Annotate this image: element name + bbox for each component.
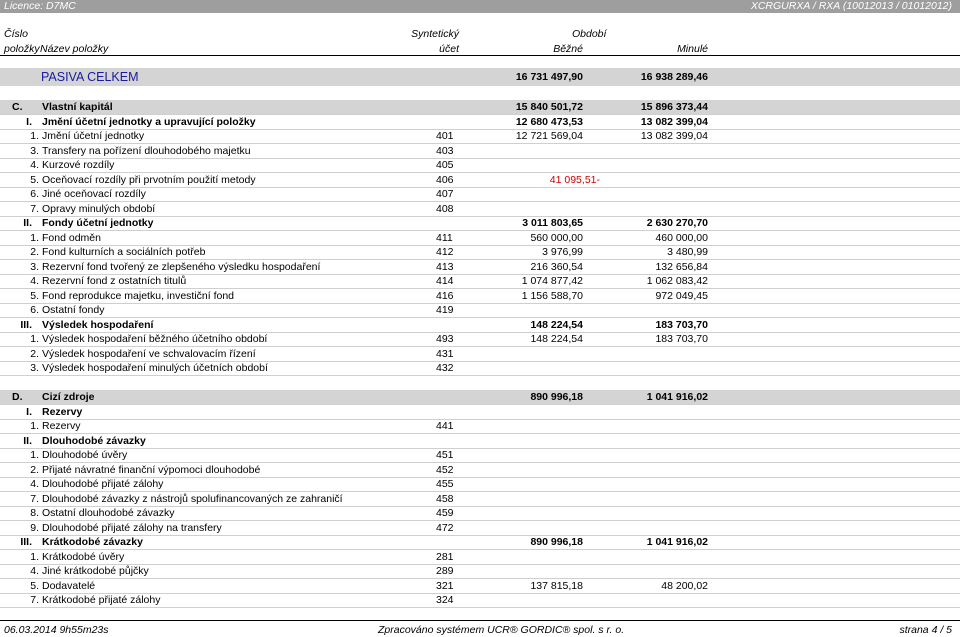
col-synthetic-header-1: Syntetický	[411, 28, 459, 40]
col-number-header-2: položky	[4, 43, 40, 55]
table-row	[0, 361, 960, 376]
row-label: Cizí zdroje	[42, 391, 95, 403]
row-current-value: 15 840 501,72	[515, 101, 583, 113]
table-row	[0, 129, 960, 144]
row-label: Rezervy	[42, 406, 83, 418]
row-account: 432	[436, 362, 454, 374]
row-current-value: 216 360,54	[530, 261, 583, 273]
row-current-value: 890 996,18	[530, 536, 583, 548]
table-row	[0, 419, 960, 434]
table-row	[0, 332, 960, 347]
row-account: 414	[436, 275, 454, 287]
row-label: Ostatní dlouhodobé závazky	[42, 507, 175, 519]
total-previous: 16 938 289,46	[640, 71, 708, 83]
row-number: 4.	[30, 565, 39, 577]
row-number: D.	[12, 391, 23, 403]
row-label: Jmění účetní jednotky	[42, 130, 145, 142]
row-number: 7.	[30, 203, 39, 215]
col-synthetic-header-2: účet	[439, 43, 459, 55]
row-label: Krátkodobé úvěry	[42, 551, 125, 563]
row-label: Jmění účetní jednotky a upravující položky	[42, 116, 256, 128]
table-row	[0, 260, 960, 275]
row-label: Rezervní fond z ostatních titulů	[42, 275, 187, 287]
row-number: 8.	[30, 507, 39, 519]
row-number: III.	[20, 319, 32, 331]
row-label: Dlouhodobé závazky z nástrojů spolufinancovaných ze zahraničí	[42, 493, 343, 505]
row-number: 2.	[30, 348, 39, 360]
row-account: 455	[436, 478, 454, 490]
row-current-value: 12 680 473,53	[515, 116, 583, 128]
table-row	[0, 202, 960, 217]
row-account: 408	[436, 203, 454, 215]
row-number: 9.	[30, 522, 39, 534]
row-account: 493	[436, 333, 454, 345]
row-label: Fond reprodukce majetku, investiční fond	[42, 290, 235, 302]
row-number: III.	[20, 536, 32, 548]
footer-processed: Zpracováno systémem UCR® GORDIC® spol. s r. o.	[378, 624, 625, 636]
row-number: 7.	[30, 493, 39, 505]
row-account: 411	[436, 232, 453, 244]
row-account: 412	[436, 246, 454, 258]
row-account: 472	[436, 522, 454, 534]
row-number: II.	[23, 435, 32, 447]
table-row	[0, 535, 960, 550]
table-row	[0, 405, 960, 420]
row-label: Výsledek hospodaření ve schvalovacím řízení	[42, 348, 256, 360]
row-label: Dlouhodobé závazky	[42, 435, 146, 447]
row-current-value: 890 996,18	[530, 391, 583, 403]
row-label: Rezervy	[42, 420, 81, 432]
row-label: Transfery na pořízení dlouhodobého majetku	[42, 145, 251, 157]
row-number: 5.	[30, 174, 39, 186]
row-number: 3.	[30, 261, 39, 273]
row-number: 1.	[30, 420, 39, 432]
row-account: 431	[436, 348, 454, 360]
row-label: Oceňovací rozdíly při prvotním použití metody	[42, 174, 256, 186]
row-label: Výsledek hospodaření	[42, 319, 154, 331]
table-row	[0, 477, 960, 492]
table-row	[0, 289, 960, 304]
row-separator	[0, 375, 960, 376]
row-label: Fond kulturních a sociálních potřeb	[42, 246, 206, 258]
table-row	[0, 492, 960, 507]
table-row	[0, 144, 960, 159]
table-row	[0, 579, 960, 594]
table-row	[0, 216, 960, 231]
row-previous-value: 972 049,45	[655, 290, 708, 302]
row-current-value: 148 224,54	[530, 333, 583, 345]
row-previous-value: 13 082 399,04	[640, 130, 708, 142]
row-number: 1.	[30, 333, 39, 345]
row-label: Fondy účetní jednotky	[42, 217, 154, 229]
row-account: 321	[436, 580, 454, 592]
table-row	[0, 550, 960, 565]
table-row	[0, 347, 960, 362]
row-number: 1.	[30, 449, 39, 461]
row-label: Opravy minulých období	[42, 203, 156, 215]
row-account: 403	[436, 145, 454, 157]
table-row	[0, 463, 960, 478]
table-row	[0, 158, 960, 173]
row-number: 2.	[30, 464, 39, 476]
footer-divider	[0, 620, 960, 621]
row-account: 289	[436, 565, 454, 577]
total-label: PASIVA CELKEM	[41, 70, 139, 84]
row-current-value: 1 156 588,70	[521, 290, 583, 302]
row-label: Dodavatelé	[42, 580, 96, 592]
row-label: Dlouhodobé přijaté zálohy	[42, 478, 164, 490]
row-previous-value: 2 630 270,70	[646, 217, 708, 229]
row-label: Vlastní kapitál	[42, 101, 113, 113]
table-row	[0, 303, 960, 318]
table-row	[0, 318, 960, 333]
row-number: 2.	[30, 246, 39, 258]
footer-date: 06.03.2014 9h55m23s	[4, 624, 109, 636]
row-number: 4.	[30, 159, 39, 171]
row-account: 324	[436, 594, 454, 606]
row-account: 405	[436, 159, 454, 171]
row-account: 451	[436, 449, 454, 461]
row-number: C.	[12, 101, 23, 113]
table-row	[0, 448, 960, 463]
footer-page: strana 4 / 5	[899, 624, 952, 636]
row-label: Kurzové rozdíly	[42, 159, 115, 171]
row-number: 4.	[30, 275, 39, 287]
report-header-bar	[0, 0, 960, 13]
row-current-value: 137 815,18	[530, 580, 583, 592]
licence-label: Licence: D7MC	[4, 0, 76, 12]
row-account: 419	[436, 304, 454, 316]
row-label: Dlouhodobé přijaté zálohy na transfery	[42, 522, 222, 534]
row-current-value: 3 011 803,65	[522, 217, 583, 229]
table-row	[0, 173, 960, 188]
row-account: 441	[436, 420, 454, 432]
row-account: 407	[436, 188, 454, 200]
row-previous-value: 13 082 399,04	[640, 116, 708, 128]
row-label: Dlouhodobé úvěry	[42, 449, 128, 461]
row-separator	[0, 607, 960, 608]
table-row	[0, 245, 960, 260]
row-label: Jiné krátkodobé půjčky	[42, 565, 149, 577]
total-current: 16 731 497,90	[515, 71, 583, 83]
row-account: 406	[436, 174, 454, 186]
row-number: 1.	[30, 130, 39, 142]
report-code: XCRGURXA / RXA (10012013 / 01012012)	[750, 0, 952, 12]
table-row	[0, 506, 960, 521]
total-row	[0, 68, 960, 86]
table-row	[0, 100, 960, 115]
row-number: 3.	[30, 362, 39, 374]
row-previous-value: 132 656,84	[655, 261, 708, 273]
row-current-value: 12 721 569,04	[515, 130, 583, 142]
row-number: II.	[23, 217, 32, 229]
row-number: I.	[26, 406, 32, 418]
row-number: 6.	[30, 304, 39, 316]
row-previous-value: 15 896 373,44	[640, 101, 708, 113]
row-current-value: 148 224,54	[530, 319, 583, 331]
col-previous-header: Minulé	[677, 43, 708, 55]
row-label: Fond odměn	[42, 232, 101, 244]
row-number: 1.	[30, 232, 39, 244]
row-account: 452	[436, 464, 454, 476]
row-number: 5.	[30, 290, 39, 302]
table-row	[0, 390, 960, 405]
row-label: Výsledek hospodaření běžného účetního období	[42, 333, 268, 345]
row-label: Krátkodobé přijaté zálohy	[42, 594, 161, 606]
table-row	[0, 187, 960, 202]
row-account: 413	[436, 261, 454, 273]
row-number: 4.	[30, 478, 39, 490]
row-previous-value: 1 062 083,42	[646, 275, 708, 287]
row-current-value: 41 095,51-	[549, 174, 600, 186]
row-label: Jiné oceňovací rozdíly	[42, 188, 146, 200]
row-number: 3.	[30, 145, 39, 157]
col-period-header: Období	[572, 28, 607, 40]
row-previous-value: 183 703,70	[655, 333, 708, 345]
table-row	[0, 231, 960, 246]
row-current-value: 560 000,00	[530, 232, 583, 244]
row-account: 401	[436, 130, 454, 142]
table-row	[0, 593, 960, 608]
row-account: 281	[436, 551, 454, 563]
row-label: Rezervní fond tvořený ze zlepšeného výsledku hospodaření	[42, 261, 321, 273]
row-account: 416	[436, 290, 454, 302]
header-divider	[0, 55, 960, 56]
row-number: 7.	[30, 594, 39, 606]
row-account: 458	[436, 493, 454, 505]
row-label: Ostatní fondy	[42, 304, 105, 316]
col-number-header-1: Číslo	[4, 28, 28, 40]
row-label: Výsledek hospodaření minulých účetních období	[42, 362, 268, 374]
row-previous-value: 1 041 916,02	[646, 391, 708, 403]
table-row	[0, 274, 960, 289]
row-number: 1.	[30, 551, 39, 563]
table-row	[0, 115, 960, 130]
col-current-header: Běžné	[553, 43, 583, 55]
table-row	[0, 564, 960, 579]
row-label: Krátkodobé závazky	[42, 536, 143, 548]
row-label: Přijaté návratné finanční výpomoci dlouhodobé	[42, 464, 261, 476]
row-previous-value: 183 703,70	[655, 319, 708, 331]
row-number: I.	[26, 116, 32, 128]
row-number: 5.	[30, 580, 39, 592]
row-previous-value: 3 480,99	[667, 246, 708, 258]
table-row	[0, 434, 960, 449]
row-current-value: 1 074 877,42	[521, 275, 583, 287]
row-previous-value: 48 200,02	[661, 580, 708, 592]
row-current-value: 3 976,99	[542, 246, 583, 258]
row-previous-value: 1 041 916,02	[646, 536, 708, 548]
row-number: 6.	[30, 188, 39, 200]
row-previous-value: 460 000,00	[655, 232, 708, 244]
col-name-header: Název položky	[40, 43, 109, 55]
row-account: 459	[436, 507, 454, 519]
table-row	[0, 521, 960, 536]
